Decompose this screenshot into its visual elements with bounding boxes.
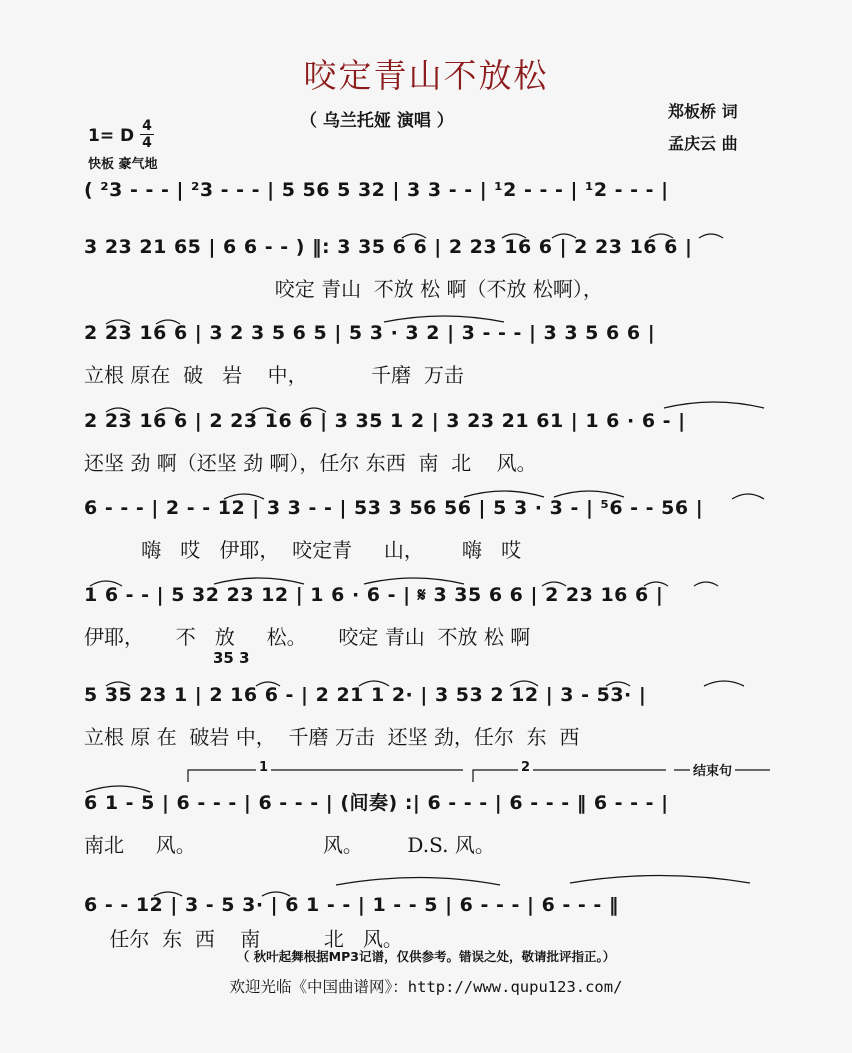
lyrics-line: 立根 原 在 破岩 中， 千磨 万击 还坚 劲，任尔 东 西 [84,725,580,749]
lyrics-line: 任尔 东 西 南 北 风。 [84,927,403,951]
notation-line [84,890,774,924]
site-welcome: 欢迎光临《中国曲谱网》：http://www.qupu123.com/ [229,978,623,996]
notation-text: 6 - - 12 | 3 - 5 3· | 6 1 - - | 1 - - 5 | 6 - - - | 6 - - - ‖ [84,894,619,916]
performer-credit: （ 乌兰托娅 演唱 ） [300,111,454,131]
tempo-marking: 快板 豪气地 [88,157,158,172]
notation-text: 6 1 - 5 | 6 - - - | 6 - - - | (间奏) :| 6 - - - | 6 - - - ‖ 6 - - - | [84,792,669,814]
lyrics-line: 咬定 青山 不放 松 啊（不放 松啊）， [84,277,603,301]
volta-1-label: 1 [256,760,271,775]
composer-credit: 孟庆云 曲 [668,134,738,153]
notation-text: 6 - - - | 2 - - 12 | 3 3 - - | 53 3 56 56 | 5 3 · 3 - | ⁵6 - - 56 | [84,497,704,519]
lyrics-line: 还坚 劲 啊（还坚 劲 啊），任尔 东西 南 北 风。 [84,451,537,475]
key-signature: 1= D [88,126,135,146]
lyrics-line: 伊耶， 不 放 松。 咬定 青山 不放 松 啊 [84,625,531,649]
ending-label: 结束句 [690,760,735,779]
notation-line [84,788,774,822]
notation-text: 1 6 - - | 5 32 23 12 | 1 6 · 6 - | 𝄋 3 35 6 6 | 2 23 16 6 | [84,584,664,606]
alternate-notes: 35 3 [213,649,250,667]
volta-2-label: 2 [518,760,533,775]
time-numerator: 4 [142,118,152,134]
notation-text: 2 23 16 6 | 3 2 3 5 6 5 | 5 3 · 3 2 | 3 - - - | 3 3 5 6 6 | [84,322,656,344]
transcription-note: （ 秋叶起舞根据MP3记谱，仅供参考。错误之处，敬请批评指正。） [236,949,616,964]
lyrics-line: 嗨 哎 伊耶， 咬定青 山， 嗨 哎 [84,538,522,562]
lyrics-line: 南北 风。 风。 D.S. 风。 [84,833,495,857]
notation-text: 5 35 23 1 | 2 16 6 - | 2 21 1 2· | 3 53 2 12 | 3 - 53· | [84,684,647,706]
notation-text: 2 23 16 6 | 2 23 16 6 | 3 35 1 2 | 3 23 21 61 | 1 6 · 6 - | [84,410,686,432]
notation-text: 3 23 21 65 | 6 6 - - ) ‖: 3 35 6 6 | 2 23 16 6 | 2 23 16 6 | [84,236,693,258]
notation-text: ( ²3 - - - | ²3 - - - | 5 56 5 32 | 3 3 - - | ¹2 - - - | ¹2 - - - | [84,179,669,201]
time-denominator: 4 [142,135,152,151]
lyricist-credit: 郑板桥 词 [668,102,738,121]
lyrics-line: 立根 原在 破 岩 中， 千磨 万击 [84,363,464,387]
song-title: 咬定青山不放松 [303,56,549,95]
